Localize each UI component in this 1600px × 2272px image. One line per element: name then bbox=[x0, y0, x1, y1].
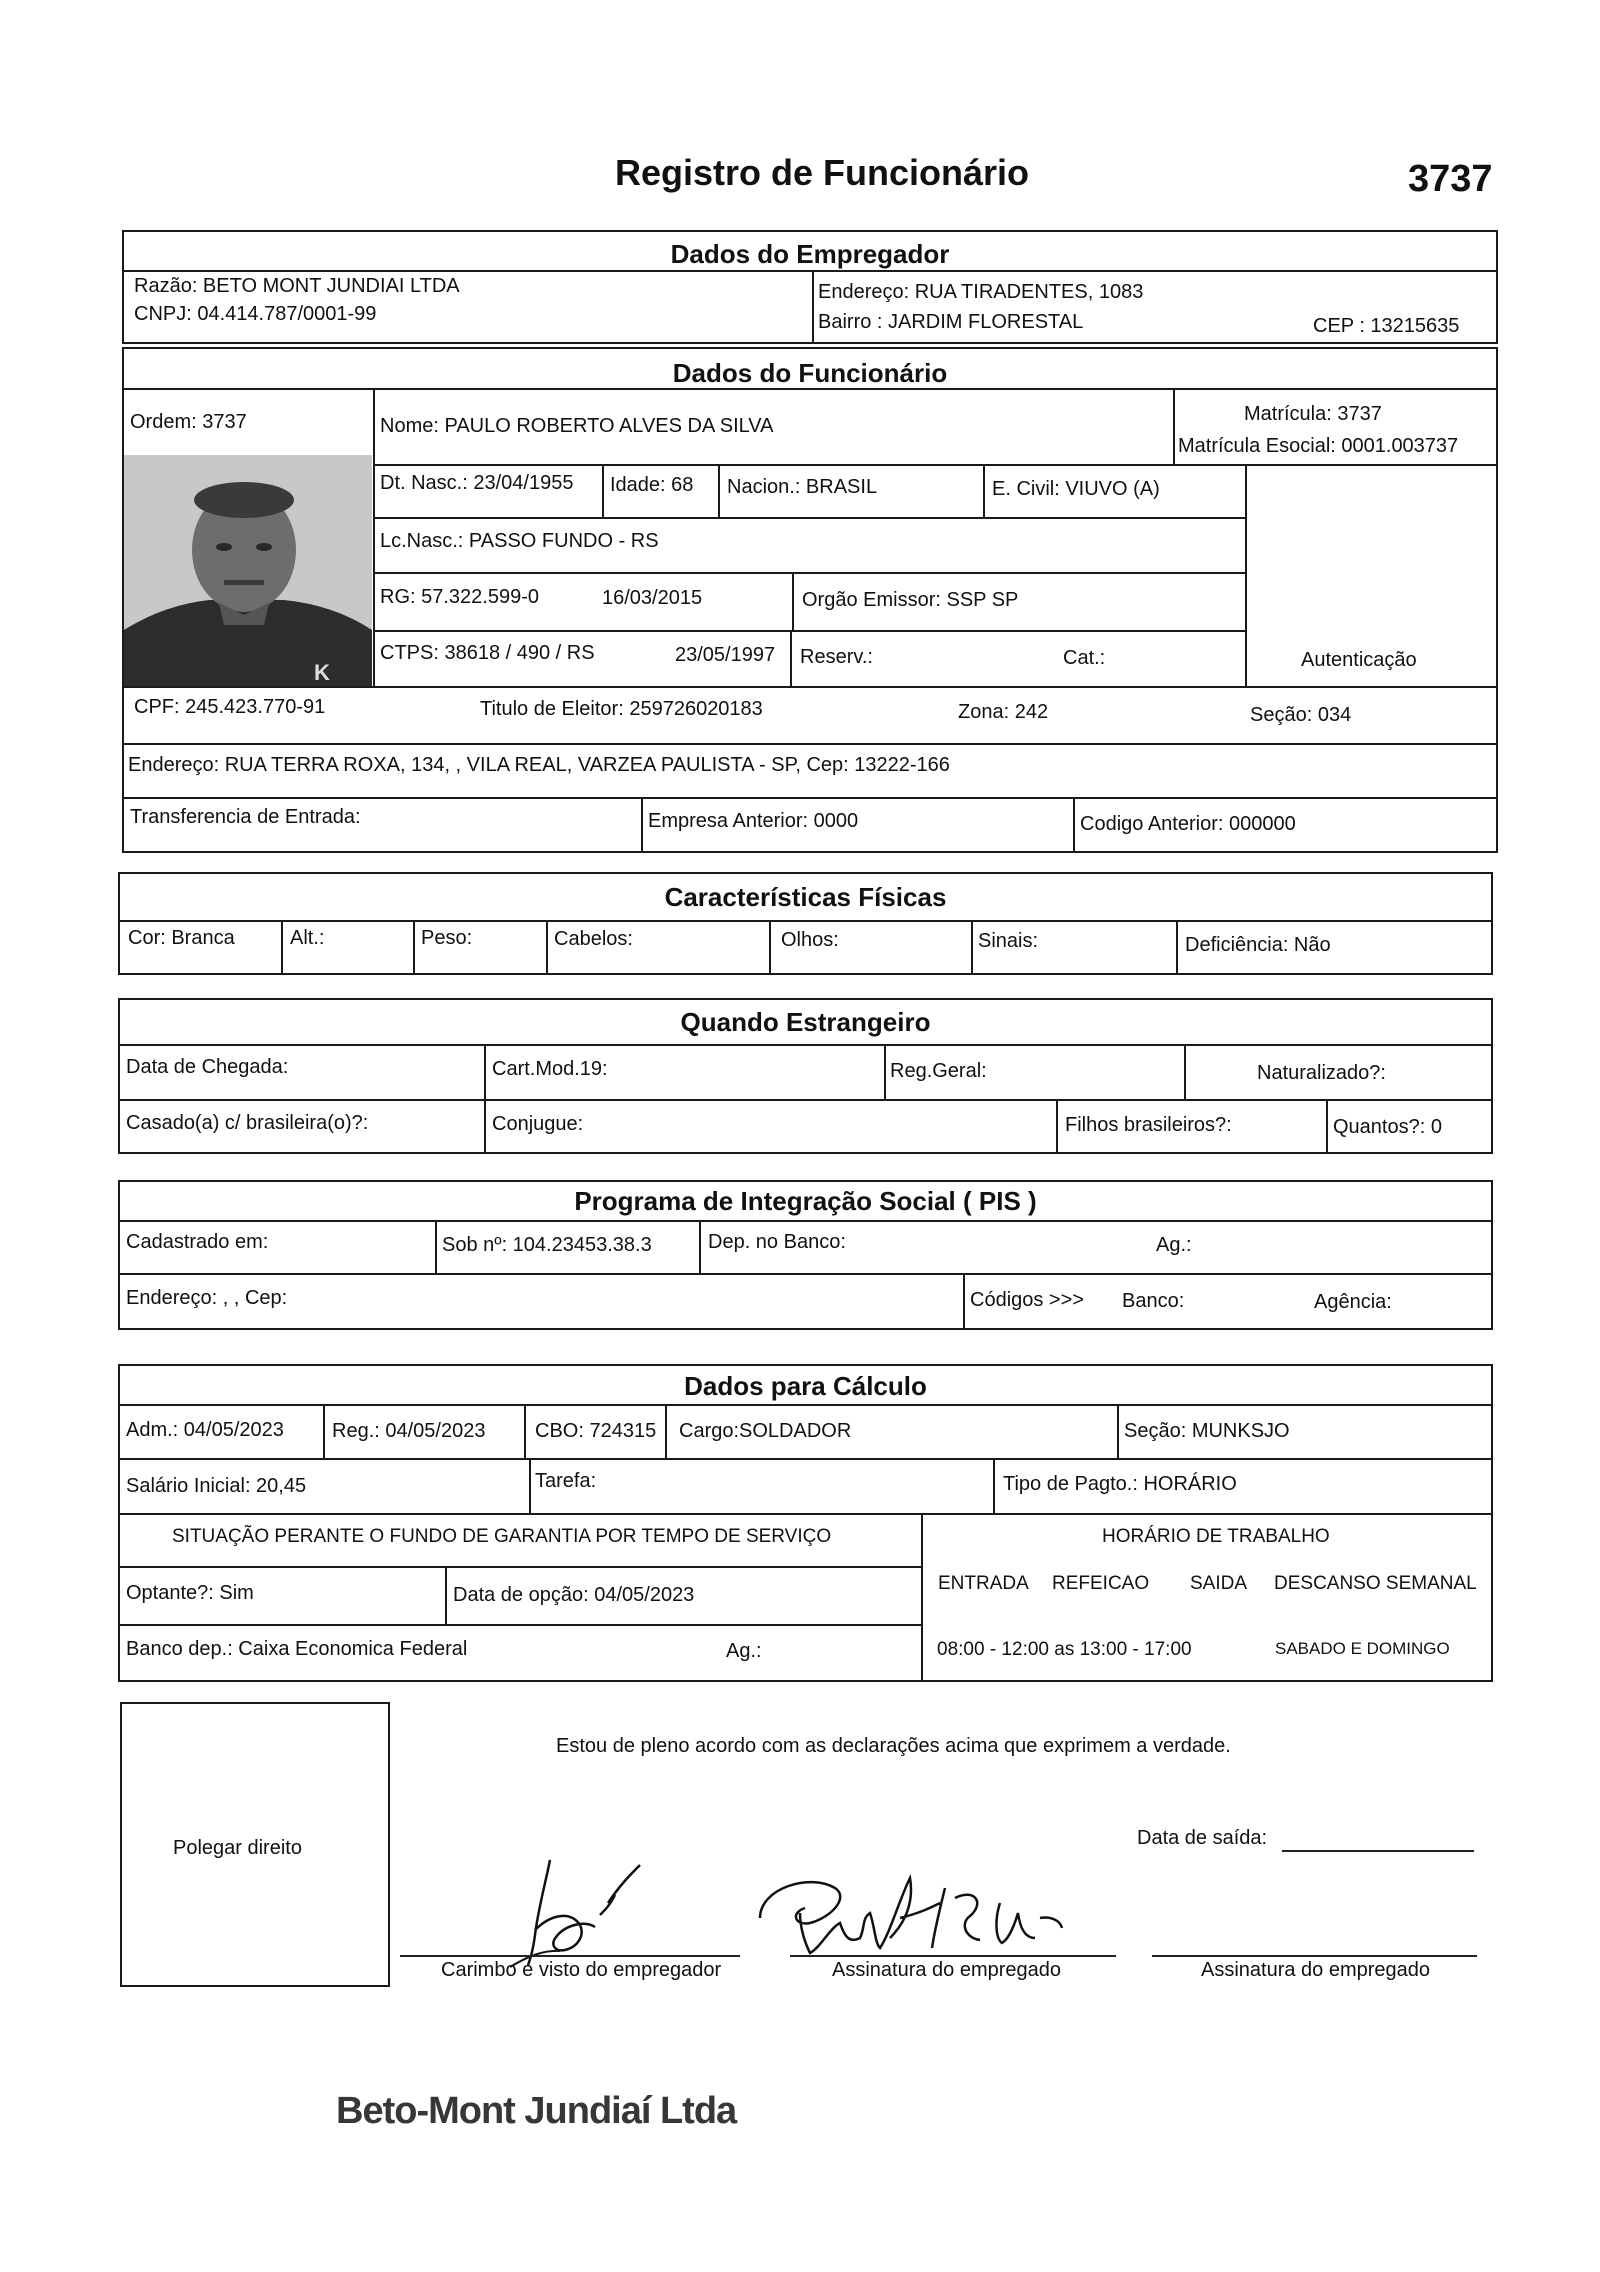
physical-cor: Cor: Branca bbox=[128, 927, 235, 949]
employee-matricula-esocial: Matrícula Esocial: 0001.003737 bbox=[1178, 435, 1459, 457]
employer-razao: Razão: BETO MONT JUNDIAI LTDA bbox=[134, 275, 460, 297]
employee-signature bbox=[750, 1858, 1070, 1963]
calc-descanso: SABADO E DOMINGO bbox=[1275, 1639, 1450, 1658]
employee-cat: Cat.: bbox=[1063, 647, 1106, 669]
employee-dt-nasc: Dt. Nasc.: 23/04/1955 bbox=[380, 472, 574, 494]
calc-cbo: CBO: 724315 bbox=[535, 1420, 657, 1442]
employee-rg-data: 16/03/2015 bbox=[602, 587, 703, 609]
employer-cep: CEP : 13215635 bbox=[1313, 315, 1460, 337]
employee-orgao-emissor: Orgão Emissor: SSP SP bbox=[802, 589, 1019, 611]
calc-header: Dados para Cálculo bbox=[684, 1371, 927, 1401]
calc-data-opcao: Data de opção: 04/05/2023 bbox=[453, 1584, 695, 1606]
calc-cargo: Cargo:SOLDADOR bbox=[679, 1420, 852, 1442]
thumbprint-label: Polegar direito bbox=[173, 1837, 302, 1859]
employee-ctps: CTPS: 38618 / 490 / RS bbox=[380, 642, 595, 664]
calc-banco-dep: Banco dep.: Caixa Economica Federal bbox=[126, 1638, 468, 1660]
physical-alt: Alt.: bbox=[290, 927, 325, 949]
employer-header: Dados do Empregador bbox=[670, 239, 950, 269]
calc-col-saida: SAIDA bbox=[1190, 1573, 1248, 1594]
foreign-quantos: Quantos?: 0 bbox=[1333, 1116, 1442, 1138]
physical-olhos: Olhos: bbox=[781, 929, 839, 951]
employee-rg: RG: 57.322.599-0 bbox=[380, 586, 539, 608]
physical-sinais: Sinais: bbox=[978, 930, 1039, 952]
pis-endereco: Endereço: , , Cep: bbox=[126, 1287, 288, 1309]
calc-reg: Reg.: 04/05/2023 bbox=[332, 1420, 486, 1442]
employer-signature bbox=[490, 1855, 660, 1970]
calc-col-descanso: DESCANSO SEMANAL bbox=[1274, 1573, 1477, 1594]
calc-col-refeicao: REFEICAO bbox=[1052, 1573, 1150, 1594]
pis-cadastrado: Cadastrado em: bbox=[126, 1231, 269, 1253]
foreign-conjugue: Conjugue: bbox=[492, 1113, 584, 1135]
employee-header: Dados do Funcionário bbox=[672, 358, 948, 388]
employee-idade: Idade: 68 bbox=[610, 474, 694, 496]
employee-zona: Zona: 242 bbox=[958, 701, 1049, 723]
employee-ctps-data: 23/05/1997 bbox=[675, 644, 776, 666]
employee-reserv: Reserv.: bbox=[800, 646, 873, 668]
calc-ag: Ag.: bbox=[726, 1640, 762, 1662]
physical-peso: Peso: bbox=[421, 927, 473, 949]
employee-ordem: Ordem: 3737 bbox=[130, 411, 247, 433]
pis-codigos: Códigos >>> bbox=[970, 1289, 1084, 1311]
company-stamp: Beto-Mont Jundiaí Ltda bbox=[336, 2090, 737, 2132]
employer-address: Endereço: RUA TIRADENTES, 1083 bbox=[818, 281, 1144, 303]
employee-transferencia: Transferencia de Entrada: bbox=[130, 806, 361, 828]
employer-bairro: Bairro : JARDIM FLORESTAL bbox=[818, 311, 1084, 333]
employee-autenticacao: Autenticação bbox=[1301, 649, 1417, 671]
pis-dep-banco: Dep. no Banco: bbox=[708, 1231, 846, 1253]
employee-nome: Nome: PAULO ROBERTO ALVES DA SILVA bbox=[380, 415, 774, 437]
employee-codigo-anterior: Codigo Anterior: 000000 bbox=[1080, 813, 1296, 835]
pis-sob-numero: Sob nº: 104.23453.38.3 bbox=[442, 1234, 652, 1256]
calc-secao: Seção: MUNKSJO bbox=[1124, 1420, 1290, 1442]
employee-endereco: Endereço: RUA TERRA ROXA, 134, , VILA REAL, VARZEA PAULISTA - SP, Cep: 13222-166 bbox=[128, 754, 950, 776]
foreign-header: Quando Estrangeiro bbox=[680, 1007, 931, 1037]
calc-tipo-pagto: Tipo de Pagto.: HORÁRIO bbox=[1003, 1473, 1237, 1495]
employer-signature-label: Carimbo e visto do empregador bbox=[441, 1959, 722, 1981]
pis-ag: Ag.: bbox=[1156, 1234, 1192, 1256]
employee-e-civil: E. Civil: VIUVO (A) bbox=[992, 478, 1160, 500]
calc-salario: Salário Inicial: 20,45 bbox=[126, 1475, 307, 1497]
foreign-cart-mod: Cart.Mod.19: bbox=[492, 1058, 608, 1080]
exit-date-line bbox=[1282, 1850, 1474, 1852]
calc-horario-header: HORÁRIO DE TRABALHO bbox=[1102, 1526, 1330, 1547]
physical-deficiencia: Deficiência: Não bbox=[1185, 934, 1331, 956]
foreign-casado: Casado(a) c/ brasileira(o)?: bbox=[126, 1112, 369, 1134]
foreign-naturalizado: Naturalizado?: bbox=[1257, 1062, 1386, 1084]
svg-text:K: K bbox=[314, 660, 330, 685]
pis-banco: Banco: bbox=[1122, 1290, 1185, 1312]
pis-header: Programa de Integração Social ( PIS ) bbox=[574, 1186, 1037, 1216]
employee-cpf: CPF: 245.423.770-91 bbox=[134, 696, 326, 718]
calc-adm: Adm.: 04/05/2023 bbox=[126, 1419, 284, 1441]
employee-signature-label-1: Assinatura do empregado bbox=[832, 1959, 1062, 1981]
calc-col-entrada: ENTRADA bbox=[938, 1573, 1029, 1594]
employee-signature-label-2: Assinatura do empregado bbox=[1201, 1959, 1431, 1981]
calc-horario: 08:00 - 12:00 as 13:00 - 17:00 bbox=[937, 1639, 1192, 1660]
agreement-statement: Estou de pleno acordo com as declarações acima que exprimem a verdade. bbox=[556, 1735, 1231, 1757]
foreign-data-chegada: Data de Chegada: bbox=[126, 1056, 289, 1078]
employer-cnpj: CNPJ: 04.414.787/0001-99 bbox=[134, 303, 377, 325]
physical-cabelos: Cabelos: bbox=[554, 928, 633, 950]
foreign-reg-geral: Reg.Geral: bbox=[890, 1060, 987, 1082]
exit-date-label: Data de saída: bbox=[1137, 1827, 1268, 1849]
calc-optante: Optante?: Sim bbox=[126, 1582, 254, 1604]
employee-photo bbox=[124, 455, 372, 686]
employee-nacion: Nacion.: BRASIL bbox=[727, 476, 878, 498]
employee-titulo-eleitor: Titulo de Eleitor: 259726020183 bbox=[480, 698, 763, 720]
document-number: 3737 bbox=[1408, 158, 1493, 200]
foreign-filhos: Filhos brasileiros?: bbox=[1065, 1114, 1232, 1136]
calc-tarefa: Tarefa: bbox=[535, 1470, 597, 1492]
employee-secao: Seção: 034 bbox=[1250, 704, 1352, 726]
employee-lc-nasc: Lc.Nasc.: PASSO FUNDO - RS bbox=[380, 530, 659, 552]
employee-empresa-anterior: Empresa Anterior: 0000 bbox=[648, 810, 859, 832]
document-title: Registro de Funcionário bbox=[615, 152, 1030, 193]
physical-header: Características Físicas bbox=[664, 882, 947, 912]
employee-matricula: Matrícula: 3737 bbox=[1244, 403, 1382, 425]
pis-agencia: Agência: bbox=[1314, 1291, 1392, 1313]
calc-fgts-header: SITUAÇÃO PERANTE O FUNDO DE GARANTIA POR TEMPO DE SERVIÇO bbox=[172, 1526, 832, 1547]
